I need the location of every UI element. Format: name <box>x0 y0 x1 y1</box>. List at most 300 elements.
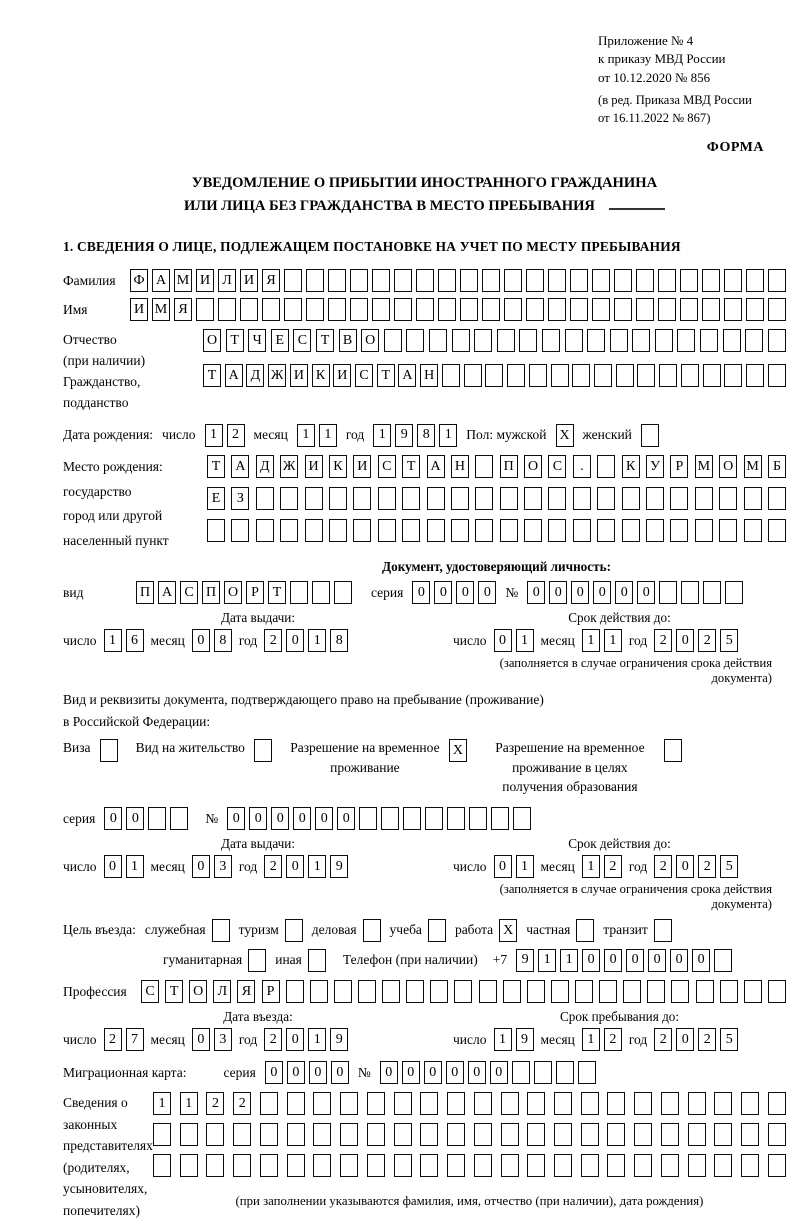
birthplace-row-2 <box>207 487 786 510</box>
profession-cells <box>141 980 786 1003</box>
representatives-label-6: попечителях) <box>63 1202 140 1218</box>
entry-date-head: Дата въезда: <box>223 1009 293 1025</box>
char-cell <box>724 269 742 292</box>
char-cell <box>575 980 593 1003</box>
option-visa <box>63 738 118 762</box>
residence-valid-day <box>494 855 534 878</box>
char-cell: 3 <box>214 1028 232 1051</box>
identity-vid-label: вид <box>63 584 84 600</box>
char-cell <box>451 487 469 510</box>
char-cell: 1 <box>582 629 600 652</box>
char-cell <box>284 298 302 321</box>
char-cell <box>594 364 612 387</box>
char-cell: 0 <box>412 581 430 604</box>
patronymic-citizenship-cells <box>203 329 786 387</box>
option-residence-permit-label: Вид на жительство <box>135 740 245 756</box>
char-cell <box>340 1092 358 1115</box>
char-cell <box>556 1061 574 1084</box>
char-cell <box>501 1123 519 1146</box>
month-label: месяц <box>540 858 575 874</box>
year-label: год <box>238 1031 258 1047</box>
char-cell <box>695 519 713 542</box>
purpose-commercial <box>312 918 381 942</box>
char-cell: М <box>174 269 192 292</box>
edition-line-1: (в ред. Приказа МВД России <box>598 93 752 108</box>
identity-issue-line <box>63 629 453 652</box>
char-cell <box>695 487 713 510</box>
char-cell: 0 <box>309 1061 327 1084</box>
birthplace-label-1: Место рождения: <box>63 459 163 475</box>
surname-row <box>63 269 786 292</box>
char-cell: 0 <box>692 949 710 972</box>
char-cell: 1 <box>516 629 534 652</box>
char-cell <box>768 519 786 542</box>
char-cell <box>313 1154 331 1177</box>
option-visa-label: Виза <box>63 740 91 756</box>
identity-valid-line <box>453 629 786 652</box>
form-title-line2-wrap <box>63 195 786 218</box>
entry-day <box>104 1028 144 1051</box>
day-label: число <box>63 1031 97 1047</box>
char-cell: 6 <box>126 629 144 652</box>
char-cell <box>646 519 664 542</box>
char-cell: 9 <box>330 1028 348 1051</box>
day-label: число <box>63 632 97 648</box>
purpose-work-label: работа <box>454 922 494 938</box>
char-cell: У <box>646 455 664 478</box>
birthplace-row-3 <box>207 519 786 542</box>
char-cell: И <box>130 298 148 321</box>
char-cell <box>658 269 676 292</box>
char-cell <box>659 581 677 604</box>
transit-checkbox <box>654 919 672 942</box>
char-cell <box>503 980 521 1003</box>
char-cell: С <box>141 980 159 1003</box>
purpose-humanitarian-label: гуманитарная <box>163 952 243 968</box>
residence-no-label: № <box>205 810 219 826</box>
commercial-checkbox <box>363 919 381 942</box>
option-temp-residence-edu-label: Разрешение на временное проживание в целях получения образования <box>495 740 645 795</box>
purpose-humanitarian <box>163 948 266 972</box>
purpose-label: Цель въезда: <box>63 922 136 938</box>
char-cell <box>454 980 472 1003</box>
given-name-label: Имя <box>63 301 88 317</box>
char-cell <box>680 298 698 321</box>
char-cell <box>527 1092 545 1115</box>
purpose-other <box>275 948 326 972</box>
char-cell: 1 <box>308 855 326 878</box>
char-cell: 2 <box>604 1028 622 1051</box>
day-label: число <box>453 632 487 648</box>
char-cell: И <box>196 269 214 292</box>
char-cell: О <box>189 980 207 1003</box>
char-cell: 0 <box>331 1061 349 1084</box>
char-cell <box>688 1092 706 1115</box>
char-cell: М <box>695 455 713 478</box>
char-cell <box>402 519 420 542</box>
stay-day <box>494 1028 534 1051</box>
char-cell: 2 <box>264 629 282 652</box>
char-cell: 8 <box>214 629 232 652</box>
form-title-line2: ИЛИ ЛИЦА БЕЗ ГРАЖДАНСТВА В МЕСТО ПРЕБЫВАНИЯ <box>184 197 595 214</box>
char-cell: 5 <box>720 629 738 652</box>
char-cell <box>587 329 605 352</box>
stay-until-line <box>453 1028 786 1051</box>
char-cell <box>616 364 634 387</box>
year-label: год <box>238 632 258 648</box>
birthplace-label-2: государство <box>63 483 132 499</box>
residence-doc-line2: в Российской Федерации: <box>63 714 211 730</box>
char-cell <box>768 298 786 321</box>
char-cell: 1 <box>373 424 391 447</box>
char-cell <box>310 980 328 1003</box>
char-cell <box>527 1123 545 1146</box>
char-cell <box>367 1092 385 1115</box>
residence-valid-head: Срок действия до: <box>568 836 671 852</box>
business-checkbox <box>212 919 230 942</box>
char-cell <box>430 980 448 1003</box>
identity-no-label: № <box>505 584 519 600</box>
day-label: число <box>63 858 97 874</box>
char-cell <box>724 298 742 321</box>
char-cell: 0 <box>402 1061 420 1084</box>
sex-male-label: Пол: мужской <box>466 427 547 443</box>
month-label: месяц <box>150 632 185 648</box>
purpose-commercial-label: деловая <box>311 922 357 938</box>
purpose-row-2 <box>163 948 786 972</box>
birth-year-cells <box>373 424 457 447</box>
patronymic-label-note: (при наличии) <box>63 353 146 369</box>
residence-issue-group <box>63 836 453 912</box>
char-cell: 0 <box>527 581 545 604</box>
char-cell <box>714 1154 732 1177</box>
char-cell <box>206 1154 224 1177</box>
form-title-line1: УВЕДОМЛЕНИЕ О ПРИБЫТИИ ИНОСТРАННОГО ГРАЖДАНИНА <box>191 175 658 192</box>
char-cell: 8 <box>330 629 348 652</box>
char-cell: 0 <box>446 1061 464 1084</box>
option-residence-permit <box>136 738 272 762</box>
char-cell: 0 <box>434 581 452 604</box>
char-cell <box>548 519 566 542</box>
stay-until-group <box>453 1009 786 1051</box>
study-checkbox <box>428 919 446 942</box>
residence-issue-head: Дата выдачи: <box>220 836 296 852</box>
section1-heading: 1. СВЕДЕНИЯ О ЛИЦЕ, ПОДЛЕЖАЩЕМ ПОСТАНОВКЕ НА УЧЕТ ПО МЕСТУ ПРЕБЫВАНИЯ <box>63 239 681 255</box>
stay-year <box>654 1028 738 1051</box>
char-cell <box>744 519 762 542</box>
char-cell <box>262 298 280 321</box>
char-cell: 0 <box>626 949 644 972</box>
char-cell <box>554 1154 572 1177</box>
char-cell <box>720 980 738 1003</box>
char-cell <box>306 298 324 321</box>
char-cell: Ч <box>248 329 266 352</box>
purpose-row-1 <box>63 918 786 942</box>
char-cell: 0 <box>265 1061 283 1084</box>
other-checkbox <box>308 949 326 972</box>
year-label: год <box>345 427 365 443</box>
char-cell: П <box>136 581 154 604</box>
residence-seriya-cells <box>104 807 188 830</box>
birth-day-cells <box>205 424 245 447</box>
char-cell: И <box>333 364 351 387</box>
entry-date-group <box>63 1009 453 1051</box>
char-cell <box>622 519 640 542</box>
char-cell: О <box>224 581 242 604</box>
entry-date-line <box>63 1028 453 1051</box>
char-cell <box>746 298 764 321</box>
option-temp-residence-label: Разрешение на временное проживание <box>290 740 440 775</box>
char-cell <box>196 298 214 321</box>
char-cell <box>623 980 641 1003</box>
char-cell <box>554 1092 572 1115</box>
month-label: месяц <box>150 1031 185 1047</box>
char-cell <box>714 1123 732 1146</box>
identity-issue-day <box>104 629 144 652</box>
char-cell <box>637 364 655 387</box>
char-cell: Т <box>203 364 221 387</box>
identity-issue-head: Дата выдачи: <box>220 610 296 626</box>
char-cell <box>512 1061 530 1084</box>
char-cell: Ж <box>268 364 286 387</box>
char-cell: 9 <box>330 855 348 878</box>
char-cell: И <box>240 269 258 292</box>
given-name-cells <box>130 298 786 321</box>
residence-valid-group <box>453 836 786 912</box>
identity-valid-day <box>494 629 534 652</box>
birthplace-labels <box>63 455 207 553</box>
char-cell: 8 <box>417 424 435 447</box>
char-cell <box>745 329 763 352</box>
char-cell <box>442 364 460 387</box>
migration-card-label: Миграционная карта: <box>63 1064 187 1080</box>
char-cell <box>614 269 632 292</box>
char-cell <box>287 1154 305 1177</box>
char-cell <box>702 269 720 292</box>
char-cell: К <box>329 455 347 478</box>
representatives-cells <box>153 1092 786 1209</box>
residence-valid-year <box>654 855 738 878</box>
char-cell <box>661 1154 679 1177</box>
char-cell <box>572 364 590 387</box>
char-cell <box>688 1123 706 1146</box>
identity-dates <box>63 610 786 686</box>
form-title <box>63 172 786 217</box>
char-cell: К <box>312 364 330 387</box>
char-cell <box>680 269 698 292</box>
char-cell <box>700 329 718 352</box>
char-cell: Б <box>768 455 786 478</box>
year-label: год <box>238 858 258 874</box>
residence-issue-year <box>264 855 348 878</box>
char-cell <box>659 364 677 387</box>
option-temp-residence <box>290 738 467 777</box>
char-cell <box>501 1154 519 1177</box>
char-cell: 2 <box>604 855 622 878</box>
char-cell: 2 <box>233 1092 251 1115</box>
char-cell <box>646 487 664 510</box>
char-cell <box>634 1123 652 1146</box>
temp-residence-edu-checkbox <box>664 739 682 762</box>
migration-seriya-label: серия <box>223 1064 256 1080</box>
char-cell <box>482 269 500 292</box>
representatives-label-2: законных <box>63 1116 118 1132</box>
char-cell <box>180 1123 198 1146</box>
identity-valid-year <box>654 629 738 652</box>
char-cell <box>501 1092 519 1115</box>
char-cell: 0 <box>104 807 122 830</box>
month-label: месяц <box>540 632 575 648</box>
char-cell <box>170 807 188 830</box>
char-cell: 0 <box>286 629 304 652</box>
char-cell: 0 <box>676 1028 694 1051</box>
char-cell <box>425 807 443 830</box>
char-cell <box>429 329 447 352</box>
identity-seriya-label: серия <box>371 584 404 600</box>
visa-checkbox <box>100 739 118 762</box>
char-cell: Р <box>262 980 280 1003</box>
char-cell <box>741 1092 759 1115</box>
char-cell <box>719 487 737 510</box>
char-cell: 0 <box>315 807 333 830</box>
char-cell <box>670 487 688 510</box>
char-cell: 9 <box>516 949 534 972</box>
char-cell <box>384 329 402 352</box>
char-cell <box>670 519 688 542</box>
char-cell <box>340 1123 358 1146</box>
char-cell <box>286 980 304 1003</box>
char-cell <box>636 269 654 292</box>
char-cell <box>746 269 764 292</box>
char-cell <box>218 298 236 321</box>
representatives-row-1 <box>153 1092 786 1115</box>
char-cell: 1 <box>560 949 578 972</box>
char-cell <box>416 269 434 292</box>
char-cell: Т <box>165 980 183 1003</box>
appendix-line-3: от 10.12.2020 № 856 <box>598 69 711 85</box>
char-cell: 1 <box>604 629 622 652</box>
char-cell <box>427 487 445 510</box>
char-cell <box>406 980 424 1003</box>
char-cell <box>402 487 420 510</box>
char-cell <box>581 1123 599 1146</box>
appendix-line-1: Приложение № 4 <box>598 33 694 48</box>
char-cell: 1 <box>180 1092 198 1115</box>
char-cell: Н <box>420 364 438 387</box>
char-cell <box>287 1123 305 1146</box>
work-checkbox: X <box>499 919 517 942</box>
representatives-label-4: (родителях, <box>63 1159 130 1175</box>
char-cell <box>746 364 764 387</box>
char-cell <box>677 329 695 352</box>
char-cell <box>353 519 371 542</box>
entry-dates <box>63 1009 786 1051</box>
char-cell <box>350 269 368 292</box>
char-cell: О <box>203 329 221 352</box>
char-cell <box>280 487 298 510</box>
char-cell <box>703 364 721 387</box>
char-cell: 1 <box>297 424 315 447</box>
char-cell <box>719 519 737 542</box>
char-cell <box>655 329 673 352</box>
patronymic-citizenship-block <box>63 329 786 413</box>
char-cell: Т <box>268 581 286 604</box>
purpose-private-label: частная <box>526 922 571 938</box>
char-cell <box>527 980 545 1003</box>
char-cell: К <box>622 455 640 478</box>
identity-issue-month <box>192 629 232 652</box>
char-cell <box>500 487 518 510</box>
char-cell <box>527 1154 545 1177</box>
char-cell <box>452 329 470 352</box>
residence-dates <box>63 836 786 912</box>
char-cell: 0 <box>478 581 496 604</box>
char-cell <box>334 581 352 604</box>
appendix-block <box>598 32 780 128</box>
char-cell <box>420 1092 438 1115</box>
char-cell <box>634 1154 652 1177</box>
citizenship-cells <box>203 364 786 387</box>
char-cell: Р <box>670 455 688 478</box>
char-cell: 0 <box>604 949 622 972</box>
char-cell <box>358 980 376 1003</box>
char-cell: 0 <box>490 1061 508 1084</box>
char-cell <box>524 519 542 542</box>
char-cell: Д <box>246 364 264 387</box>
char-cell <box>403 807 421 830</box>
char-cell <box>504 269 522 292</box>
char-cell: М <box>152 298 170 321</box>
char-cell <box>260 1154 278 1177</box>
surname-label: Фамилия <box>63 272 116 288</box>
residence-issue-day <box>104 855 144 878</box>
residence-issue-month <box>192 855 232 878</box>
temp-residence-checkbox: X <box>449 739 467 762</box>
char-cell: 0 <box>271 807 289 830</box>
char-cell: 0 <box>494 629 512 652</box>
char-cell: С <box>355 364 373 387</box>
char-cell <box>548 487 566 510</box>
char-cell <box>632 329 650 352</box>
char-cell: 2 <box>654 855 672 878</box>
char-cell: 1 <box>538 949 556 972</box>
male-checkbox: X <box>556 424 574 447</box>
char-cell: Д <box>256 455 274 478</box>
char-cell <box>597 519 615 542</box>
month-label: месяц <box>150 858 185 874</box>
char-cell: 0 <box>494 855 512 878</box>
char-cell: 0 <box>192 855 210 878</box>
year-label: год <box>628 858 648 874</box>
char-cell <box>768 1092 786 1115</box>
identity-number-cells <box>527 581 743 604</box>
tourism-checkbox <box>285 919 303 942</box>
char-cell <box>507 364 525 387</box>
residence-doc-line1: Вид и реквизиты документа, подтверждающего право на пребывание (проживание) <box>63 692 544 708</box>
char-cell <box>469 807 487 830</box>
char-cell: 0 <box>286 1028 304 1051</box>
char-cell <box>305 487 323 510</box>
char-cell: . <box>573 455 591 478</box>
patronymic-label: Отчество <box>63 332 117 348</box>
char-cell <box>378 519 396 542</box>
char-cell: П <box>500 455 518 478</box>
char-cell <box>312 581 330 604</box>
char-cell: 0 <box>571 581 589 604</box>
char-cell <box>768 269 786 292</box>
char-cell <box>280 519 298 542</box>
char-cell: Т <box>226 329 244 352</box>
